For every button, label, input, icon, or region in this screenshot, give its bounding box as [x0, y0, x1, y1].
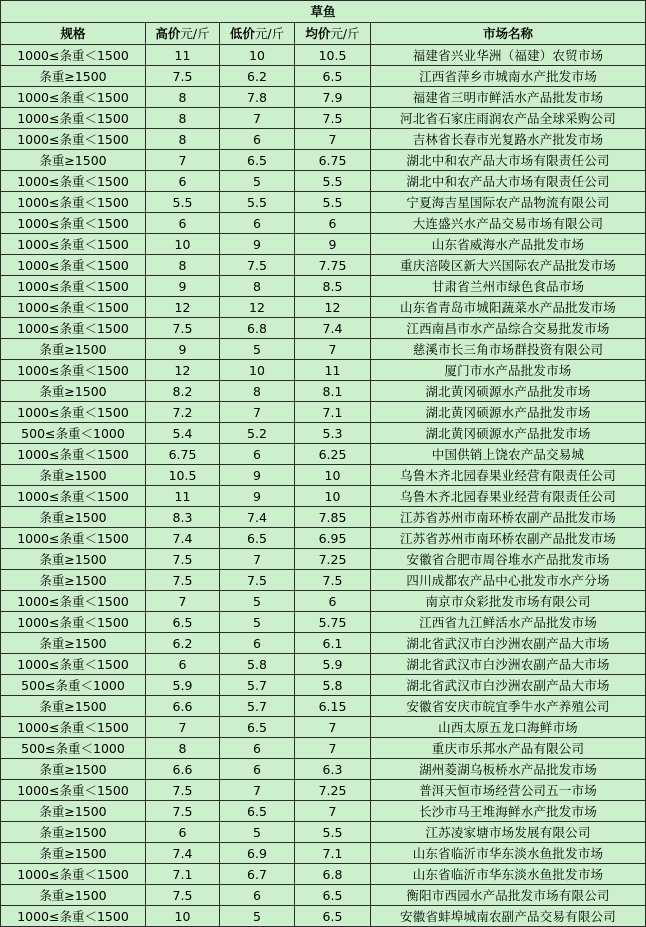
cell-market: 湖北中和农产品大市场有限责任公司: [371, 171, 646, 192]
cell-avg-price: 7: [295, 717, 371, 738]
table-row: [1, 171, 646, 192]
cell-avg-price: 7.5: [295, 108, 371, 129]
cell-low-price: 5.2: [220, 423, 295, 444]
cell-avg-price: 5.75: [295, 612, 371, 633]
cell-market: 山东省临沂市华东淡水鱼批发市场: [371, 864, 646, 885]
cell-low-price: 6: [220, 633, 295, 654]
header-high-price: [146, 23, 220, 45]
cell-spec: 条重≥1500: [1, 885, 146, 906]
table-row: [1, 318, 646, 339]
cell-high-price: 10.5: [146, 465, 220, 486]
table-row: [1, 696, 646, 717]
header-avg-label: 均价: [305, 26, 331, 41]
cell-low-price: 7.8: [220, 87, 295, 108]
table-row: [1, 675, 646, 696]
cell-avg-price: 10: [295, 465, 371, 486]
cell-spec: 1000≤条重＜1500: [1, 234, 146, 255]
cell-spec: 条重≥1500: [1, 150, 146, 171]
cell-high-price: 6: [146, 213, 220, 234]
table-row: [1, 276, 646, 297]
cell-spec: 500≤条重＜1000: [1, 675, 146, 696]
cell-spec: 1000≤条重＜1500: [1, 45, 146, 66]
cell-low-price: 6.2: [220, 66, 295, 87]
cell-market: 山东省临沂市华东淡水鱼批发市场: [371, 843, 646, 864]
cell-high-price: 7.1: [146, 864, 220, 885]
header-avg-unit: 元/斤: [330, 26, 360, 41]
cell-low-price: 6: [220, 738, 295, 759]
cell-avg-price: 5.5: [295, 822, 371, 843]
cell-spec: 条重≥1500: [1, 696, 146, 717]
cell-avg-price: 7.25: [295, 780, 371, 801]
cell-spec: 条重≥1500: [1, 759, 146, 780]
cell-market: 江西省九江鲜活水产品批发市场: [371, 612, 646, 633]
cell-market: 福建省兴业华洲（福建）农贸市场: [371, 45, 646, 66]
cell-high-price: 11: [146, 45, 220, 66]
cell-spec: 1000≤条重＜1500: [1, 87, 146, 108]
table-row: [1, 339, 646, 360]
cell-high-price: 7.5: [146, 318, 220, 339]
cell-avg-price: 6: [295, 213, 371, 234]
table-row: [1, 402, 646, 423]
cell-high-price: 10: [146, 906, 220, 927]
cell-avg-price: 6.95: [295, 528, 371, 549]
cell-high-price: 6.75: [146, 444, 220, 465]
table-row: [1, 549, 646, 570]
cell-avg-price: 7.25: [295, 549, 371, 570]
cell-high-price: 7: [146, 717, 220, 738]
cell-spec: 条重≥1500: [1, 633, 146, 654]
table-row: [1, 717, 646, 738]
cell-high-price: 6.5: [146, 612, 220, 633]
cell-low-price: 6: [220, 444, 295, 465]
table-row: [1, 801, 646, 822]
cell-avg-price: 7.9: [295, 87, 371, 108]
cell-market: 厦门市水产品批发市场: [371, 360, 646, 381]
table-row: [1, 612, 646, 633]
cell-market: 湖北黄冈硕源水产品批发市场: [371, 402, 646, 423]
cell-market: 吉林省长春市光复路水产批发市场: [371, 129, 646, 150]
table-row: [1, 885, 646, 906]
cell-market: 山东省青岛市城阳蔬菜水产品批发市场: [371, 297, 646, 318]
cell-low-price: 5.5: [220, 192, 295, 213]
cell-low-price: 9: [220, 234, 295, 255]
cell-high-price: 6.2: [146, 633, 220, 654]
table-row: [1, 381, 646, 402]
table-row: [1, 255, 646, 276]
cell-avg-price: 7.1: [295, 843, 371, 864]
cell-low-price: 5: [220, 906, 295, 927]
table-row: [1, 822, 646, 843]
cell-avg-price: 7.85: [295, 507, 371, 528]
cell-high-price: 6.6: [146, 696, 220, 717]
cell-market: 宁夏海吉星国际农产品物流有限公司: [371, 192, 646, 213]
cell-avg-price: 6.25: [295, 444, 371, 465]
cell-low-price: 5.8: [220, 654, 295, 675]
table-body: [1, 45, 646, 927]
cell-high-price: 7.5: [146, 549, 220, 570]
header-avg-price: [295, 23, 371, 45]
cell-market: 湖北省武汉市白沙洲农副产品大市场: [371, 654, 646, 675]
cell-spec: 1000≤条重＜1500: [1, 864, 146, 885]
cell-spec: 1000≤条重＜1500: [1, 192, 146, 213]
cell-low-price: 6.5: [220, 801, 295, 822]
cell-high-price: 5.5: [146, 192, 220, 213]
cell-spec: 1000≤条重＜1500: [1, 297, 146, 318]
cell-market: 长沙市马王堆海鲜水产批发市场: [371, 801, 646, 822]
table-row: [1, 906, 646, 927]
cell-low-price: 6: [220, 213, 295, 234]
cell-market: 江苏凌家塘市场发展有限公司: [371, 822, 646, 843]
cell-low-price: 7: [220, 780, 295, 801]
cell-market: 江苏省苏州市南环桥农副产品批发市场: [371, 528, 646, 549]
cell-low-price: 8: [220, 276, 295, 297]
cell-avg-price: 6: [295, 591, 371, 612]
cell-avg-price: 8.1: [295, 381, 371, 402]
cell-spec: 1000≤条重＜1500: [1, 129, 146, 150]
table-row: [1, 528, 646, 549]
cell-market: 慈溪市长三角市场群投资有限公司: [371, 339, 646, 360]
cell-low-price: 10: [220, 360, 295, 381]
cell-low-price: 7.5: [220, 570, 295, 591]
cell-high-price: 8.2: [146, 381, 220, 402]
table-title: 草鱼: [1, 1, 646, 23]
cell-high-price: 6.6: [146, 759, 220, 780]
header-market: 市场名称: [371, 23, 646, 45]
cell-high-price: 8: [146, 255, 220, 276]
cell-spec: 条重≥1500: [1, 822, 146, 843]
header-low-price: [220, 23, 295, 45]
table-row: [1, 150, 646, 171]
cell-avg-price: 8.5: [295, 276, 371, 297]
cell-avg-price: 7: [295, 738, 371, 759]
cell-avg-price: 6.15: [295, 696, 371, 717]
cell-high-price: 12: [146, 297, 220, 318]
cell-market: 甘肃省兰州市绿色食品市场: [371, 276, 646, 297]
cell-high-price: 7.5: [146, 570, 220, 591]
table-row: [1, 360, 646, 381]
cell-market: 江西南昌市水产品综合交易批发市场: [371, 318, 646, 339]
cell-market: 衡阳市西园水产品批发市场有限公司: [371, 885, 646, 906]
cell-low-price: 6: [220, 129, 295, 150]
cell-high-price: 7: [146, 591, 220, 612]
cell-high-price: 7: [146, 150, 220, 171]
cell-avg-price: 10.5: [295, 45, 371, 66]
cell-market: 重庆市乐邦水产品有限公司: [371, 738, 646, 759]
cell-market: 大连盛兴水产品交易市场有限公司: [371, 213, 646, 234]
table-row: [1, 843, 646, 864]
cell-avg-price: 7: [295, 339, 371, 360]
cell-spec: 500≤条重＜1000: [1, 423, 146, 444]
cell-avg-price: 7: [295, 801, 371, 822]
table-row: [1, 45, 646, 66]
cell-low-price: 5: [220, 339, 295, 360]
header-spec: 规格: [1, 23, 146, 45]
table-row: [1, 108, 646, 129]
cell-avg-price: 6.3: [295, 759, 371, 780]
cell-high-price: 5.4: [146, 423, 220, 444]
cell-high-price: 6: [146, 654, 220, 675]
cell-high-price: 10: [146, 234, 220, 255]
cell-market: 湖北省武汉市白沙洲农副产品大市场: [371, 633, 646, 654]
cell-avg-price: 12: [295, 297, 371, 318]
cell-spec: 1000≤条重＜1500: [1, 402, 146, 423]
cell-low-price: 6: [220, 759, 295, 780]
table-row: [1, 654, 646, 675]
table-row: [1, 864, 646, 885]
cell-low-price: 6.5: [220, 717, 295, 738]
cell-avg-price: 7.75: [295, 255, 371, 276]
cell-spec: 条重≥1500: [1, 339, 146, 360]
cell-avg-price: 5.5: [295, 192, 371, 213]
cell-low-price: 6.5: [220, 150, 295, 171]
cell-high-price: 7.5: [146, 66, 220, 87]
title-row: [1, 1, 646, 23]
table-row: [1, 486, 646, 507]
cell-low-price: 5: [220, 591, 295, 612]
cell-spec: 1000≤条重＜1500: [1, 108, 146, 129]
cell-low-price: 5.7: [220, 675, 295, 696]
cell-high-price: 8: [146, 108, 220, 129]
cell-high-price: 6: [146, 822, 220, 843]
cell-high-price: 12: [146, 360, 220, 381]
cell-low-price: 7.5: [220, 255, 295, 276]
cell-spec: 1000≤条重＜1500: [1, 171, 146, 192]
cell-spec: 1000≤条重＜1500: [1, 444, 146, 465]
cell-market: 南京市众彩批发市场有限公司: [371, 591, 646, 612]
cell-spec: 1000≤条重＜1500: [1, 528, 146, 549]
cell-avg-price: 9: [295, 234, 371, 255]
cell-low-price: 5: [220, 822, 295, 843]
cell-spec: 1000≤条重＜1500: [1, 591, 146, 612]
cell-spec: 条重≥1500: [1, 801, 146, 822]
cell-spec: 1000≤条重＜1500: [1, 486, 146, 507]
cell-spec: 1000≤条重＜1500: [1, 255, 146, 276]
cell-avg-price: 5.9: [295, 654, 371, 675]
cell-market: 四川成都农产品中心批发市水产分场: [371, 570, 646, 591]
cell-low-price: 7: [220, 108, 295, 129]
cell-high-price: 9: [146, 276, 220, 297]
cell-avg-price: 7.4: [295, 318, 371, 339]
cell-spec: 1000≤条重＜1500: [1, 213, 146, 234]
cell-high-price: 8: [146, 738, 220, 759]
cell-high-price: 7.2: [146, 402, 220, 423]
table-row: [1, 780, 646, 801]
table-row: [1, 66, 646, 87]
cell-market: 江苏省苏州市南环桥农副产品批发市场: [371, 507, 646, 528]
cell-market: 中国供销上饶农产品交易城: [371, 444, 646, 465]
cell-spec: 条重≥1500: [1, 465, 146, 486]
table-row: [1, 759, 646, 780]
cell-avg-price: 7.5: [295, 570, 371, 591]
cell-market: 湖北省武汉市白沙洲农副产品大市场: [371, 675, 646, 696]
cell-market: 安徽省蚌埠城南农副产品交易有限公司: [371, 906, 646, 927]
table-row: [1, 234, 646, 255]
cell-high-price: 11: [146, 486, 220, 507]
cell-spec: 条重≥1500: [1, 570, 146, 591]
header-high-label: 高价: [155, 26, 181, 41]
cell-spec: 1000≤条重＜1500: [1, 360, 146, 381]
table-row: [1, 129, 646, 150]
cell-low-price: 6.8: [220, 318, 295, 339]
cell-avg-price: 5.3: [295, 423, 371, 444]
cell-spec: 条重≥1500: [1, 843, 146, 864]
cell-avg-price: 6.5: [295, 906, 371, 927]
cell-avg-price: 6.5: [295, 66, 371, 87]
cell-avg-price: 6.1: [295, 633, 371, 654]
cell-avg-price: 6.5: [295, 885, 371, 906]
cell-low-price: 12: [220, 297, 295, 318]
cell-high-price: 7.5: [146, 780, 220, 801]
cell-market: 山东省威海水产品批发市场: [371, 234, 646, 255]
cell-low-price: 7.4: [220, 507, 295, 528]
table-row: [1, 507, 646, 528]
table-row: [1, 633, 646, 654]
cell-avg-price: 11: [295, 360, 371, 381]
header-high-unit: 元/斤: [180, 26, 210, 41]
cell-low-price: 9: [220, 486, 295, 507]
header-low-label: 低价: [229, 26, 255, 41]
cell-spec: 1000≤条重＜1500: [1, 906, 146, 927]
cell-high-price: 9: [146, 339, 220, 360]
cell-high-price: 8: [146, 129, 220, 150]
table-row: [1, 570, 646, 591]
cell-market: 湖北中和农产品大市场有限责任公司: [371, 150, 646, 171]
cell-low-price: 9: [220, 465, 295, 486]
cell-high-price: 6: [146, 171, 220, 192]
cell-low-price: 10: [220, 45, 295, 66]
table-row: [1, 192, 646, 213]
cell-market: 河北省石家庄雨润农产品全球采购公司: [371, 108, 646, 129]
cell-low-price: 6: [220, 885, 295, 906]
cell-avg-price: 6.75: [295, 150, 371, 171]
table-row: [1, 738, 646, 759]
table-row: [1, 297, 646, 318]
table-row: [1, 213, 646, 234]
cell-avg-price: 7.1: [295, 402, 371, 423]
cell-market: 安徽省安庆市皖宜季牛水产养殖公司: [371, 696, 646, 717]
table-row: [1, 87, 646, 108]
cell-market: 乌鲁木齐北园春果业经营有限责任公司: [371, 486, 646, 507]
cell-market: 福建省三明市鲜活水产品批发市场: [371, 87, 646, 108]
cell-high-price: 7.4: [146, 843, 220, 864]
cell-high-price: 7.5: [146, 801, 220, 822]
table-row: [1, 591, 646, 612]
cell-spec: 1000≤条重＜1500: [1, 717, 146, 738]
cell-market: 普洱天恒市场经营公司五一市场: [371, 780, 646, 801]
cell-spec: 1000≤条重＜1500: [1, 318, 146, 339]
cell-low-price: 5.7: [220, 696, 295, 717]
cell-high-price: 8.3: [146, 507, 220, 528]
cell-low-price: 8: [220, 381, 295, 402]
header-low-unit: 元/斤: [254, 26, 285, 41]
cell-spec: 条重≥1500: [1, 549, 146, 570]
table-row: [1, 465, 646, 486]
cell-spec: 条重≥1500: [1, 66, 146, 87]
cell-low-price: 7: [220, 402, 295, 423]
header-row: [1, 23, 646, 45]
cell-low-price: 7: [220, 549, 295, 570]
cell-avg-price: 6.8: [295, 864, 371, 885]
cell-spec: 1000≤条重＜1500: [1, 780, 146, 801]
cell-high-price: 7.5: [146, 885, 220, 906]
cell-high-price: 7.4: [146, 528, 220, 549]
cell-high-price: 8: [146, 87, 220, 108]
cell-low-price: 6.7: [220, 864, 295, 885]
cell-market: 湖州菱湖乌板桥水产品批发市场: [371, 759, 646, 780]
cell-avg-price: 10: [295, 486, 371, 507]
cell-spec: 条重≥1500: [1, 381, 146, 402]
cell-spec: 条重≥1500: [1, 507, 146, 528]
cell-spec: 500≤条重＜1000: [1, 738, 146, 759]
cell-low-price: 6.5: [220, 528, 295, 549]
cell-market: 乌鲁木齐北园春果业经营有限责任公司: [371, 465, 646, 486]
cell-market: 安徽省合肥市周谷堆水产品批发市场: [371, 549, 646, 570]
cell-low-price: 5: [220, 171, 295, 192]
cell-spec: 1000≤条重＜1500: [1, 654, 146, 675]
cell-market: 江西省萍乡市城南水产批发市场: [371, 66, 646, 87]
table-row: [1, 444, 646, 465]
cell-spec: 1000≤条重＜1500: [1, 276, 146, 297]
cell-low-price: 6.9: [220, 843, 295, 864]
table-row: [1, 423, 646, 444]
cell-low-price: 5: [220, 612, 295, 633]
cell-market: 重庆涪陵区新大兴国际农产品批发市场: [371, 255, 646, 276]
cell-market: 山西太原五龙口海鲜市场: [371, 717, 646, 738]
cell-market: 湖北黄冈硕源水产品批发市场: [371, 381, 646, 402]
cell-avg-price: 7: [295, 129, 371, 150]
cell-avg-price: 5.8: [295, 675, 371, 696]
cell-avg-price: 5.5: [295, 171, 371, 192]
cell-high-price: 5.9: [146, 675, 220, 696]
cell-market: 湖北黄冈硕源水产品批发市场: [371, 423, 646, 444]
cell-spec: 1000≤条重＜1500: [1, 612, 146, 633]
